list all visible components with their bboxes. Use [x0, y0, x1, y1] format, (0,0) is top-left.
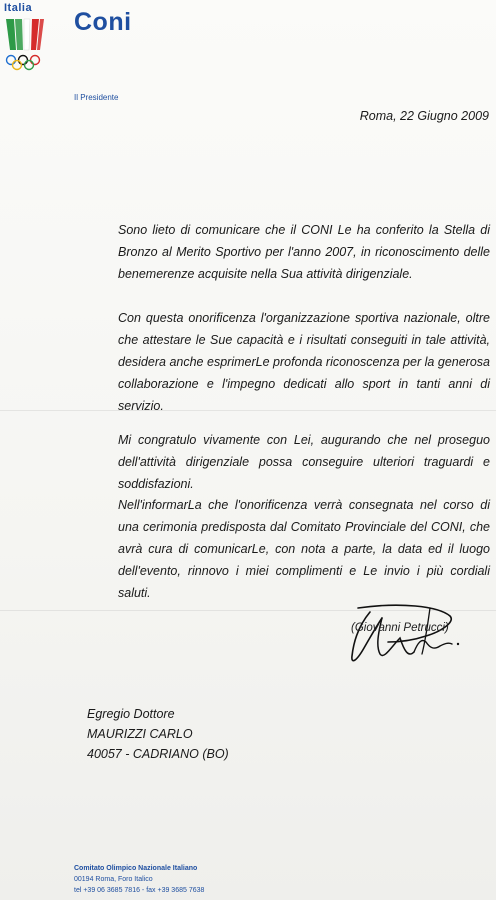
paragraph-1: Sono lieto di comunicare che il CONI Le ha conferito la Stella di Bronzo al Merito Sportivo per l'anno 2007, in riconoscimento delle benemerenze acquisite nella Sua attività dirigenziale. — [118, 223, 490, 281]
coni-logo — [2, 2, 46, 76]
handwritten-signature — [330, 598, 480, 678]
footer-address: 00194 Roma, Foro Italico — [74, 876, 153, 883]
signature-block — [330, 598, 480, 678]
paragraph-3: Mi congratulo vivamente con Lei, augurando che nel proseguo dell'attività dirigenziale possa conseguire ulteriori traguardi e soddisfazioni. — [118, 433, 490, 491]
signer-name: (Giovanni Petrucci) — [351, 622, 449, 634]
footer-contacts: tel +39 06 3685 7816 - fax +39 3685 7638 — [74, 887, 205, 894]
recipient-block — [87, 704, 229, 764]
logo-text: Italia — [4, 2, 33, 14]
sender-role: Il Presidente — [74, 93, 119, 102]
recipient-address: 40057 - CADRIANO (BO) — [87, 747, 229, 761]
recipient-salutation: Egregio Dottore — [87, 707, 175, 721]
footer-org: Comitato Olimpico Nazionale Italiano — [74, 865, 198, 872]
letterhead-footer — [74, 863, 204, 896]
paragraph-2: Con questa onorificenza l'organizzazione sportiva nazionale, oltre che attestare le Sue capacità e i risultati conseguiti in tale attività, desidera anche esprimerLe profonda riconoscenza per la generosa collaborazione e l'impegno dedicati allo sport in tanti anni di servizio. — [118, 311, 490, 413]
letter-date: Roma, 22 Giugno 2009 — [359, 109, 489, 123]
recipient-name: MAURIZZI CARLO — [87, 727, 193, 741]
brand-wordmark: Coni — [74, 8, 132, 36]
paragraph-4: Nell'informarLa che l'onorificenza verrà consegnata nel corso di una cerimonia predisposta dal Comitato Provinciale del CONI, che avrà cura di comunicarLe, con nota a parte, la data ed il luogo dell'evento, rinnovo i miei complimenti e Le invio i più cordiali saluti. — [118, 498, 490, 600]
